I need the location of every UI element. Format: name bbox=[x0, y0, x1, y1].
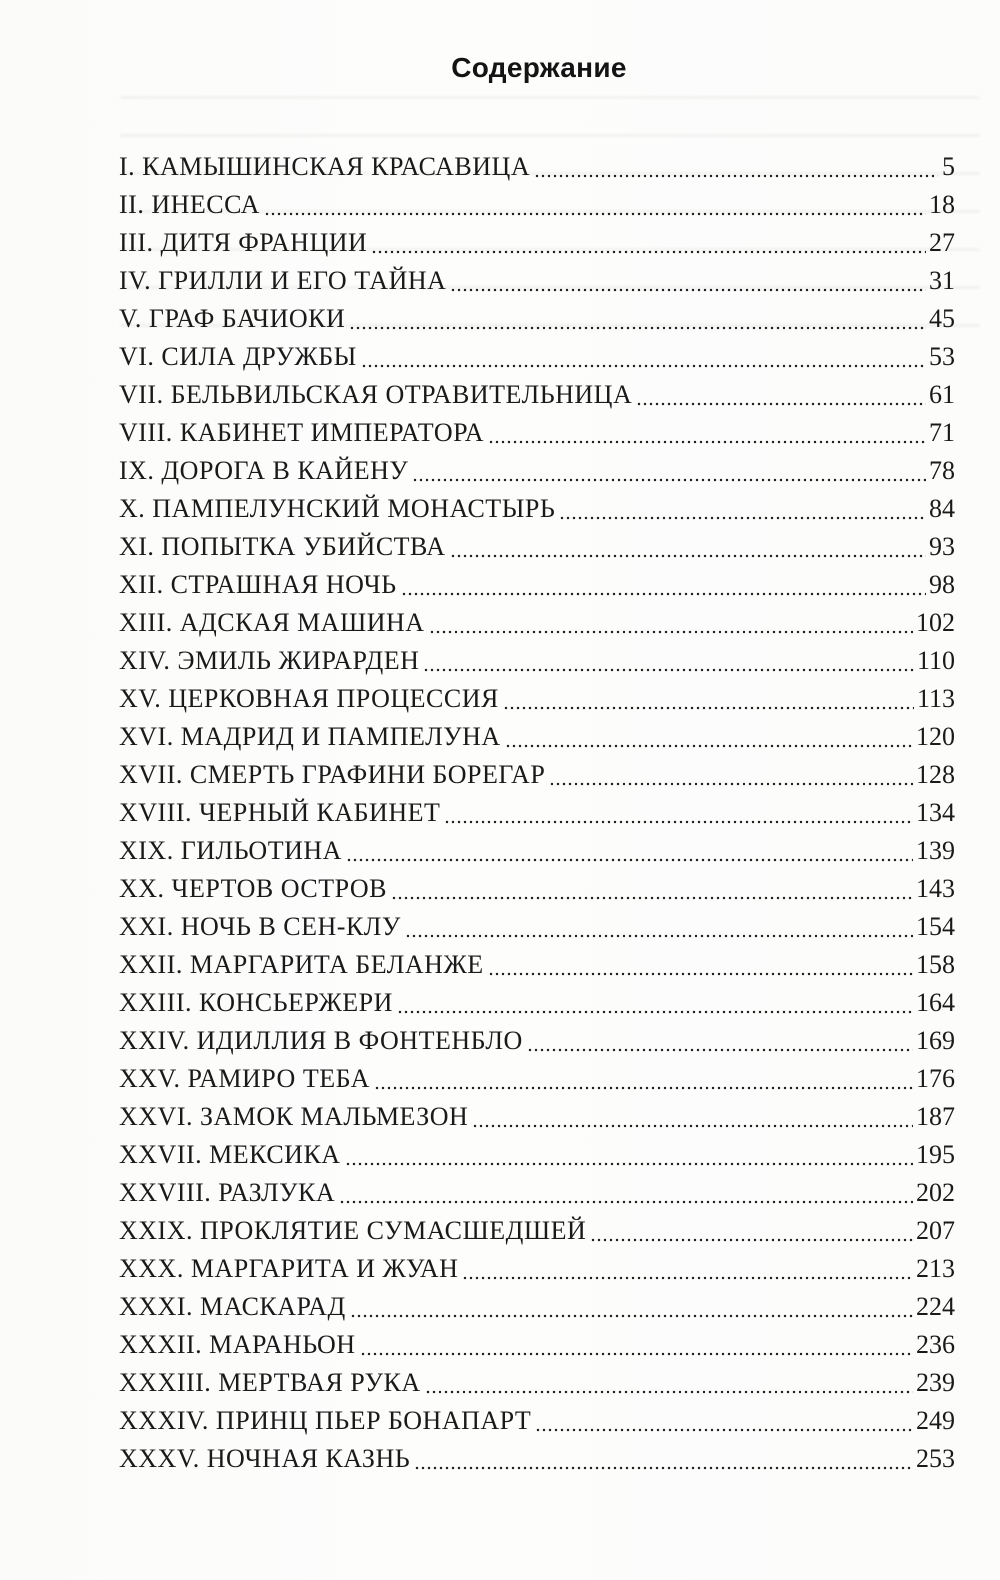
toc-entry bbox=[119, 870, 955, 908]
dot-leader bbox=[462, 1276, 913, 1280]
dot-leader bbox=[346, 858, 913, 862]
page-title: Содержание bbox=[451, 52, 627, 83]
toc-entry-title: XXIV. ИДИЛЛИЯ В ФОНТЕНБЛО bbox=[119, 1026, 523, 1055]
dot-leader bbox=[391, 896, 913, 900]
toc-entry-title: IV. ГРИЛЛИ И ЕГО ТАЙНА bbox=[119, 266, 447, 295]
toc-page-number: 31 bbox=[929, 266, 955, 295]
toc-entry-title: XVIII. ЧЕРНЫЙ КАБИНЕТ bbox=[119, 798, 441, 827]
toc-page-number: 84 bbox=[929, 494, 955, 523]
toc-entry-title: XXXV. НОЧНАЯ КАЗНЬ bbox=[119, 1444, 411, 1473]
dot-leader bbox=[636, 402, 926, 406]
toc-page-number: 71 bbox=[929, 418, 955, 447]
toc-page-number: 207 bbox=[916, 1216, 955, 1245]
toc-entry-title: XXV. РАМИРО ТЕБА bbox=[119, 1064, 370, 1093]
toc-entry bbox=[119, 186, 955, 224]
toc-page-number: 169 bbox=[916, 1026, 955, 1055]
dot-leader bbox=[450, 288, 926, 292]
toc-page-number: 139 bbox=[916, 836, 955, 865]
toc-entry bbox=[119, 452, 955, 490]
toc-entry-title: XVII. СМЕРТЬ ГРАФИНИ БОРЕГАР bbox=[119, 760, 546, 789]
dot-leader bbox=[559, 516, 926, 520]
toc-page-number: 98 bbox=[929, 570, 955, 599]
toc-page-number: 239 bbox=[916, 1368, 955, 1397]
toc-entry-title: VI. СИЛА ДРУЖБЫ bbox=[119, 342, 357, 371]
toc-entry-title: XI. ПОПЫТКА УБИЙСТВА bbox=[119, 532, 446, 561]
toc-entry-title: V. ГРАФ БАЧИОКИ bbox=[119, 304, 346, 333]
toc-entry bbox=[119, 1060, 955, 1098]
toc-entry-title: XXIX. ПРОКЛЯТИЕ СУМАСШЕДШЕЙ bbox=[119, 1216, 587, 1245]
toc-entry-title: XXII. МАРГАРИТА БЕЛАНЖЕ bbox=[119, 950, 484, 979]
toc-entry bbox=[119, 224, 955, 262]
toc-page-number: 164 bbox=[916, 988, 955, 1017]
dot-leader bbox=[488, 972, 913, 976]
toc-entry bbox=[119, 1174, 955, 1212]
toc-page-number: 61 bbox=[929, 380, 955, 409]
toc-page-number: 18 bbox=[929, 190, 955, 219]
dot-leader bbox=[371, 250, 926, 254]
dot-leader bbox=[590, 1238, 913, 1242]
toc-page-number: 187 bbox=[916, 1102, 955, 1131]
toc-entry-title: XIII. АДСКАЯ МАШИНА bbox=[119, 608, 425, 637]
toc-entry-title: I. КАМЫШИНСКАЯ КРАСАВИЦА bbox=[119, 152, 531, 181]
toc-page-number: 236 bbox=[916, 1330, 955, 1359]
dot-leader bbox=[488, 440, 926, 444]
toc-entry-title: XXXIV. ПРИНЦ ПЬЕР БОНАПАРТ bbox=[119, 1406, 532, 1435]
toc-entry bbox=[119, 908, 955, 946]
toc-entry-title: VIII. КАБИНЕТ ИМПЕРАТОРА bbox=[119, 418, 485, 447]
toc-page-number: 78 bbox=[929, 456, 955, 485]
dot-leader bbox=[535, 1428, 913, 1432]
toc-page-number: 110 bbox=[916, 646, 955, 675]
toc-page-number: 5 bbox=[942, 152, 955, 181]
toc-entry bbox=[119, 946, 955, 984]
toc-entry-title: XXX. МАРГАРИТА И ЖУАН bbox=[119, 1254, 459, 1283]
toc-page-number: 102 bbox=[916, 608, 955, 637]
dot-leader bbox=[361, 364, 926, 368]
toc-entry bbox=[119, 1440, 955, 1478]
toc-entry bbox=[119, 1022, 955, 1060]
toc-entry bbox=[119, 376, 955, 414]
dot-leader bbox=[425, 1390, 913, 1394]
toc-entry-title: III. ДИТЯ ФРАНЦИИ bbox=[119, 228, 368, 257]
toc-entry-title: XXVI. ЗАМОК МАЛЬМЕЗОН bbox=[119, 1102, 469, 1131]
toc-page-number: 120 bbox=[916, 722, 955, 751]
toc-page-number: 195 bbox=[916, 1140, 955, 1169]
dot-leader bbox=[472, 1124, 913, 1128]
dot-leader bbox=[339, 1200, 913, 1204]
dot-leader bbox=[350, 1314, 913, 1318]
dot-leader bbox=[534, 174, 938, 178]
dot-leader bbox=[374, 1086, 913, 1090]
toc-entry bbox=[119, 642, 955, 680]
dot-leader bbox=[414, 1466, 913, 1470]
dot-leader bbox=[423, 668, 914, 672]
toc-entry bbox=[119, 1402, 955, 1440]
dot-leader bbox=[450, 554, 926, 558]
toc-entry-title: XVI. МАДРИД И ПАМПЕЛУНА bbox=[119, 722, 501, 751]
toc-entry-title: XXVIII. РАЗЛУКА bbox=[119, 1178, 336, 1207]
toc-page-number: 113 bbox=[916, 684, 955, 713]
table-of-contents bbox=[119, 148, 955, 1478]
toc-entry-title: XIX. ГИЛЬОТИНА bbox=[119, 836, 342, 865]
dot-leader bbox=[345, 1162, 913, 1166]
toc-page-number: 249 bbox=[916, 1406, 955, 1435]
toc-entry bbox=[119, 148, 955, 186]
dot-leader bbox=[429, 630, 913, 634]
dot-leader bbox=[549, 782, 913, 786]
toc-entry bbox=[119, 604, 955, 642]
toc-entry-title: XXVII. МЕКСИКА bbox=[119, 1140, 341, 1169]
toc-entry-title: XXXII. МАРАНЬОН bbox=[119, 1330, 356, 1359]
toc-entry bbox=[119, 984, 955, 1022]
toc-page-number: 224 bbox=[916, 1292, 955, 1321]
toc-entry-title: XII. СТРАШНАЯ НОЧЬ bbox=[119, 570, 397, 599]
toc-entry-title: XXI. НОЧЬ В СЕН-КЛУ bbox=[119, 912, 401, 941]
toc-entry bbox=[119, 528, 955, 566]
toc-page-number: 45 bbox=[929, 304, 955, 333]
dot-leader bbox=[360, 1352, 913, 1356]
toc-page-number: 93 bbox=[929, 532, 955, 561]
toc-entry bbox=[119, 1326, 955, 1364]
toc-page-number: 53 bbox=[929, 342, 955, 371]
dot-leader bbox=[405, 934, 913, 938]
toc-page-number: 176 bbox=[916, 1064, 955, 1093]
toc-entry-title: IX. ДОРОГА В КАЙЕНУ bbox=[119, 456, 409, 485]
toc-page-number: 27 bbox=[929, 228, 955, 257]
toc-entry bbox=[119, 680, 955, 718]
toc-entry bbox=[119, 300, 955, 338]
dot-leader bbox=[349, 326, 926, 330]
toc-entry bbox=[119, 794, 955, 832]
toc-entry-title: XV. ЦЕРКОВНАЯ ПРОЦЕССИЯ bbox=[119, 684, 499, 713]
toc-entry-title: II. ИНЕССА bbox=[119, 190, 260, 219]
toc-entry-title: XXIII. КОНСЬЕРЖЕРИ bbox=[119, 988, 393, 1017]
dot-leader bbox=[401, 592, 926, 596]
toc-entry-title: XIV. ЭМИЛЬ ЖИРАРДЕН bbox=[119, 646, 420, 675]
toc-entry bbox=[119, 1250, 955, 1288]
toc-entry bbox=[119, 566, 955, 604]
toc-page-number: 202 bbox=[916, 1178, 955, 1207]
toc-entry bbox=[119, 414, 955, 452]
toc-entry bbox=[119, 262, 955, 300]
toc-page-number: 154 bbox=[916, 912, 955, 941]
toc-page-number: 128 bbox=[916, 760, 955, 789]
dot-leader bbox=[412, 478, 926, 482]
toc-entry bbox=[119, 832, 955, 870]
toc-entry bbox=[119, 1098, 955, 1136]
toc-entry bbox=[119, 1136, 955, 1174]
toc-entry-title: VII. БЕЛЬВИЛЬСКАЯ ОТРАВИТЕЛЬНИЦА bbox=[119, 380, 633, 409]
toc-page-number: 134 bbox=[916, 798, 955, 827]
toc-entry-title: XXXI. МАСКАРАД bbox=[119, 1292, 346, 1321]
toc-entry bbox=[119, 490, 955, 528]
toc-page-number: 213 bbox=[916, 1254, 955, 1283]
dot-leader bbox=[264, 212, 926, 216]
toc-entry bbox=[119, 1212, 955, 1250]
toc-entry-title: XX. ЧЕРТОВ ОСТРОВ bbox=[119, 874, 387, 903]
toc-entry-title: X. ПАМПЕЛУНСКИЙ МОНАСТЫРЬ bbox=[119, 494, 556, 523]
toc-page-number: 158 bbox=[916, 950, 955, 979]
toc-entry bbox=[119, 1288, 955, 1326]
toc-entry bbox=[119, 338, 955, 376]
toc-entry-title: XXXIII. МЕРТВАЯ РУКА bbox=[119, 1368, 421, 1397]
dot-leader bbox=[527, 1048, 913, 1052]
dot-leader bbox=[505, 744, 913, 748]
dot-leader bbox=[397, 1010, 913, 1014]
toc-entry bbox=[119, 1364, 955, 1402]
toc-entry bbox=[119, 756, 955, 794]
toc-page-number: 143 bbox=[916, 874, 955, 903]
dot-leader bbox=[503, 706, 914, 710]
toc-entry bbox=[119, 718, 955, 756]
dot-leader bbox=[444, 820, 913, 824]
toc-page-number: 253 bbox=[916, 1444, 955, 1473]
